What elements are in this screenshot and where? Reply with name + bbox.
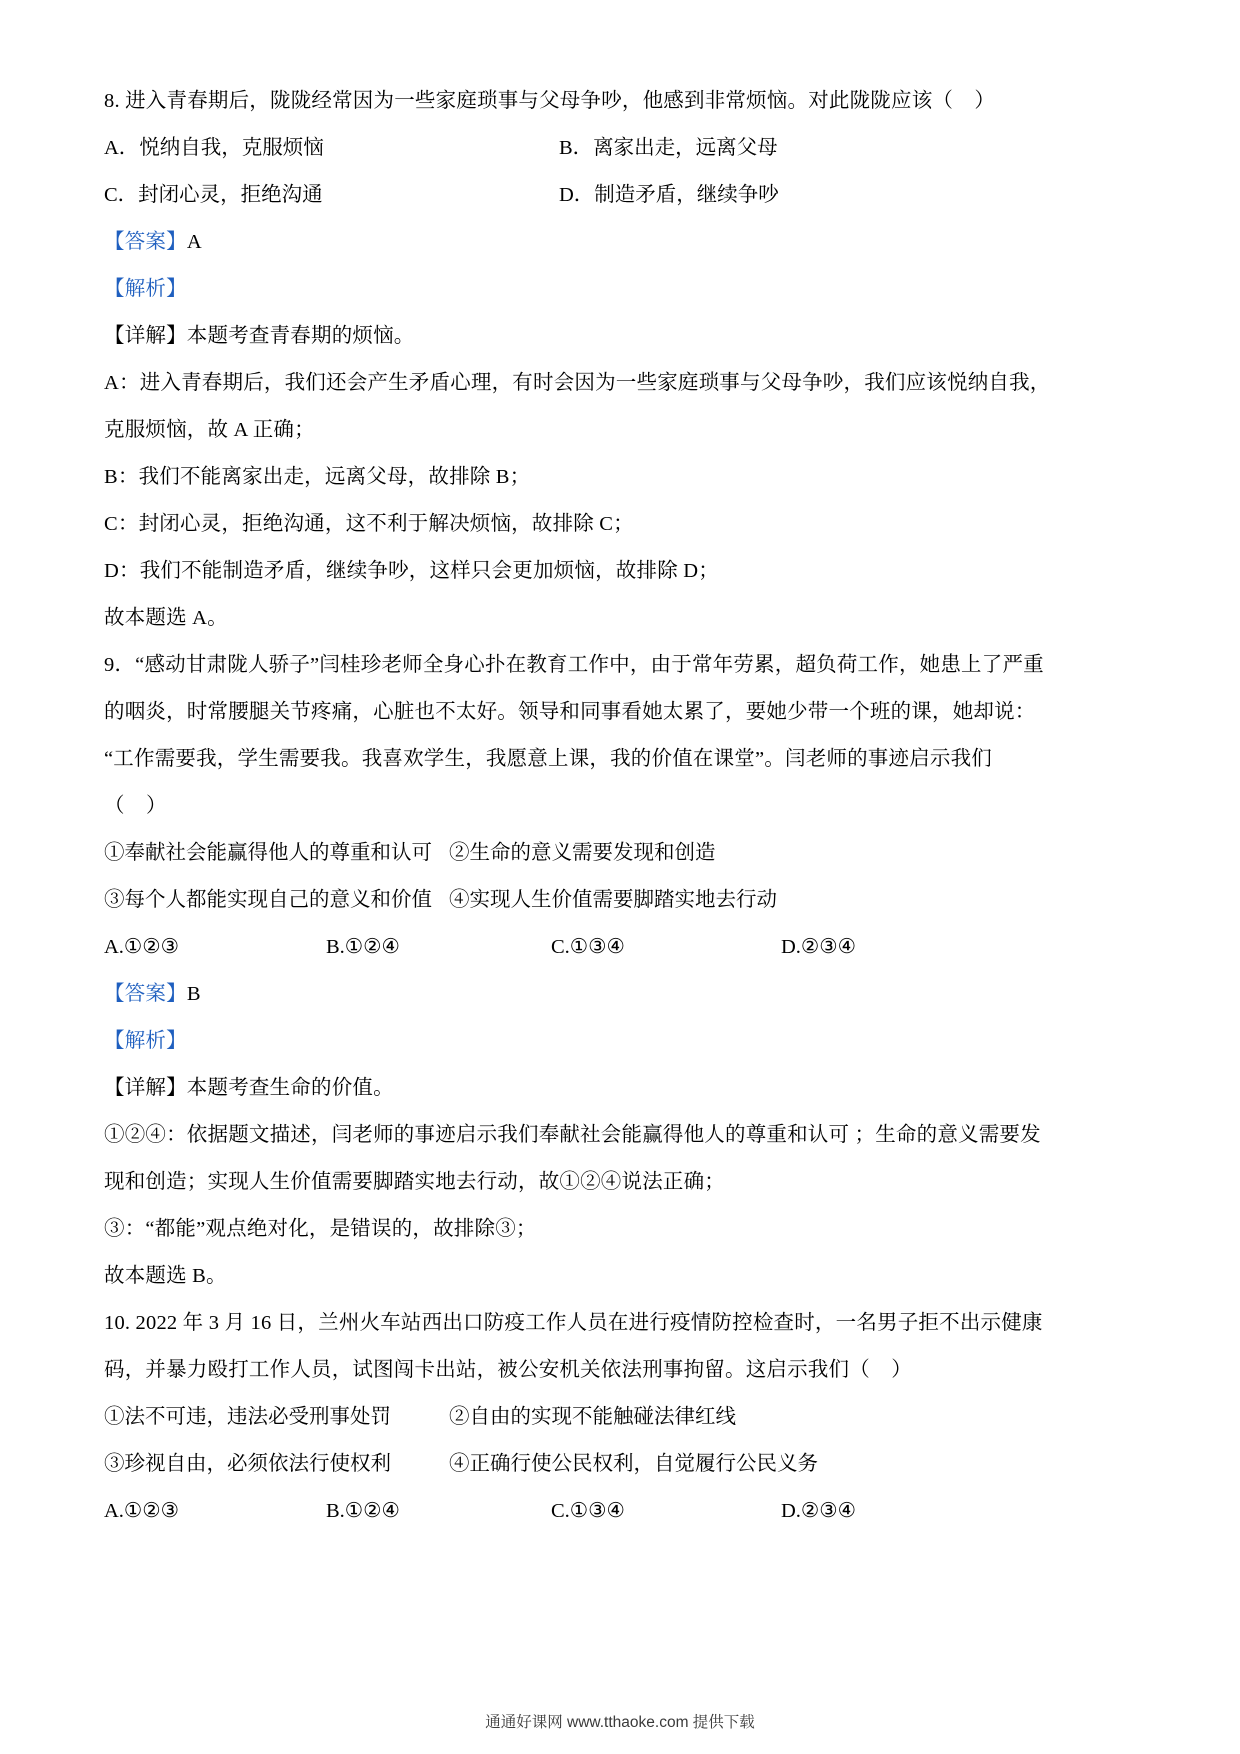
question-10-options-row-2 [104, 1441, 1136, 1488]
question-9-choice-row [104, 924, 1136, 971]
question-8-detail-2: A：进入青春期后，我们还会产生矛盾心理，有时会因为一些家庭琐事与父母争吵，我们应该悦纳自我， [104, 372, 1051, 394]
numbered-option-4: ④实现人生价值需要脚踏实地去行动 [449, 889, 777, 911]
question-9-detail-1: 【详解】本题考查生命的价值。 [104, 1077, 394, 1099]
choice-a: A.①②③ [104, 1500, 180, 1522]
question-10 [104, 1300, 1136, 1535]
answer-label: 【答案】 [104, 983, 187, 1005]
question-9-options-row-2 [104, 877, 1136, 924]
numbered-option-4: ④正确行使公民权利，自觉履行公民义务 [449, 1453, 818, 1475]
answer-label: 【答案】 [104, 231, 187, 253]
question-8-detail-3: 克服烦恼，故 A 正确； [104, 419, 315, 441]
question-10-stem-1: 10. 2022 年 3 月 16 日，兰州火车站西出口防疫工作人员在进行疫情防控检查时，一名男子拒不出示健康 [104, 1312, 1043, 1334]
question-9-stem-2: 的咽炎，时常腰腿关节疼痛，心脏也不太好。领导和同事看她太累了，要她少带一个班的课，她却说： [104, 701, 1036, 723]
numbered-option-1: ①奉献社会能赢得他人的尊重和认可 [104, 842, 432, 864]
question-8-answer [104, 219, 1136, 266]
choice-b: B.①②④ [326, 1500, 400, 1522]
question-9-detail-4: ③：“都能”观点绝对化，是错误的，故排除③； [104, 1218, 537, 1240]
question-8-stem: 8. 进入青春期后，陇陇经常因为一些家庭琐事与父母争吵，他感到非常烦恼。对此陇陇应该（ ） [104, 90, 996, 112]
choice-c: C.①③④ [551, 1500, 625, 1522]
choice-c: C.①③④ [551, 936, 625, 958]
answer-value: B [186, 983, 201, 1005]
choice-a: A.①②③ [104, 936, 180, 958]
answer-value: A [186, 231, 202, 253]
option-d: D．制造矛盾，继续争吵 [559, 184, 779, 206]
numbered-option-2: ②生命的意义需要发现和创造 [449, 842, 716, 864]
question-9-stem-3: “工作需要我，学生需要我。我喜欢学生，我愿意上课，我的价值在课堂”。闫老师的事迹启示我们 [104, 748, 992, 770]
question-8-detail-7: 故本题选 A。 [104, 607, 228, 629]
numbered-option-1: ①法不可违，违法必受刑事处罚 [104, 1406, 391, 1428]
option-b: B．离家出走，远离父母 [559, 137, 778, 159]
question-9-options-row-1 [104, 830, 1136, 877]
question-9 [104, 642, 1136, 1300]
question-9-answer [104, 971, 1136, 1018]
numbered-option-3: ③珍视自由，必须依法行使权利 [104, 1453, 391, 1475]
option-a: A．悦纳自我，克服烦恼 [104, 137, 324, 159]
question-9-stem-4: （ ） [104, 795, 167, 817]
question-9-detail-3: 现和创造；实现人生价值需要脚踏实地去行动，故①②④说法正确； [104, 1171, 725, 1193]
question-8-detail-6: D：我们不能制造矛盾，继续争吵，这样只会更加烦恼，故排除 D； [104, 560, 719, 582]
question-10-choice-row [104, 1488, 1136, 1535]
numbered-option-2: ②自由的实现不能触碰法律红线 [449, 1406, 736, 1428]
question-8 [104, 78, 1136, 642]
question-9-detail-5: 故本题选 B。 [104, 1265, 227, 1287]
choice-d: D.②③④ [781, 936, 857, 958]
question-8-options-row-1 [104, 125, 1136, 172]
question-9-analysis-label: 【解析】 [104, 1030, 187, 1052]
choice-b: B.①②④ [326, 936, 400, 958]
question-8-detail-4: B：我们不能离家出走，远离父母，故排除 B； [104, 466, 531, 488]
numbered-option-3: ③每个人都能实现自己的意义和价值 [104, 889, 432, 911]
question-8-detail-5: C：封闭心灵，拒绝沟通，这不利于解决烦恼，故排除 C； [104, 513, 634, 535]
question-8-analysis-label: 【解析】 [104, 278, 187, 300]
choice-d: D.②③④ [781, 1500, 857, 1522]
question-10-options-row-1 [104, 1394, 1136, 1441]
option-c: C．封闭心灵，拒绝沟通 [104, 184, 323, 206]
question-9-detail-2: ①②④：依据题文描述，闫老师的事迹启示我们奉献社会能赢得他人的尊重和认可 ；生命的意义需要发 [104, 1124, 1041, 1146]
question-9-stem-1: 9．“感动甘肃陇人骄子”闫桂珍老师全身心扑在教育工作中，由于常年劳累，超负荷工作，她患上了严重 [104, 654, 1044, 676]
question-8-options-row-2 [104, 172, 1136, 219]
question-10-stem-2: 码，并暴力殴打工作人员，试图闯卡出站，被公安机关依法刑事拘留。这启示我们（ ） [104, 1359, 912, 1381]
question-8-detail-1: 【详解】本题考查青春期的烦恼。 [104, 325, 415, 347]
page-footer: 通通好课网 www.tthaoke.com 提供下载 [485, 1714, 755, 1731]
